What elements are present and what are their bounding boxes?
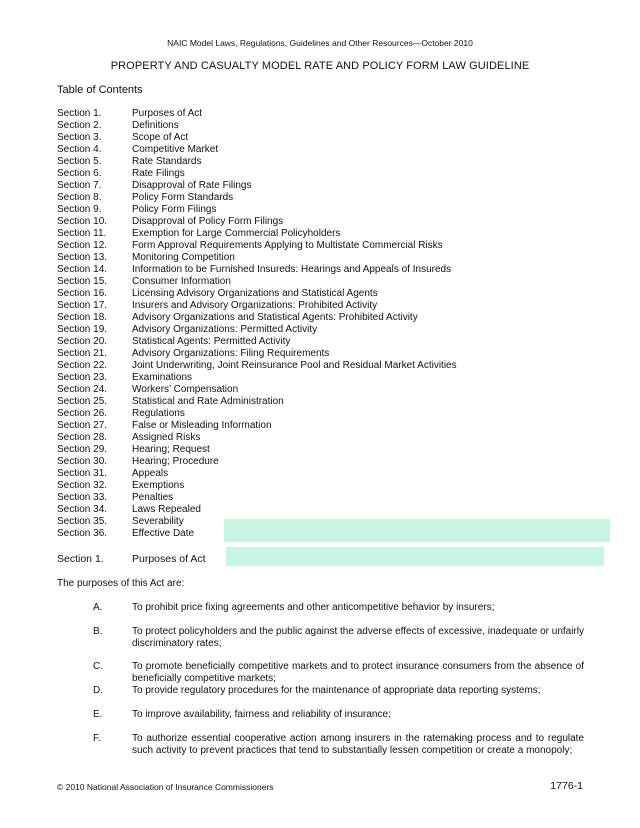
- toc-entry: [57, 348, 617, 360]
- toc-section-title: Policy Form Standards: [132, 192, 234, 203]
- purpose-text: To authorize essential cooperative action among insurers in the ratemaking process and to regulate such activity to prevent practices that tend to substantially lessen competition or create a monopoly;: [132, 733, 584, 756]
- toc-section-title: Exemption for Large Commercial Policyholders: [132, 228, 341, 239]
- toc-section-number: Section 18.: [57, 312, 108, 323]
- toc-section-title: Information to be Furnished Insureds: Hearings and Appeals of Insureds: [132, 264, 452, 275]
- toc-section-number: Section 4.: [57, 144, 102, 155]
- toc-section-number: Section 20.: [57, 336, 108, 347]
- toc-section-number: Section 14.: [57, 264, 108, 275]
- toc-section-title: Scope of Act: [132, 132, 189, 143]
- toc-entry: [57, 408, 617, 420]
- purpose-letter: F.: [93, 733, 101, 744]
- toc-section-number: Section 33.: [57, 492, 108, 503]
- toc-entry: [57, 360, 617, 372]
- purpose-item: [57, 602, 584, 614]
- toc-entry: [57, 492, 617, 504]
- toc-section-number: Section 11.: [57, 228, 107, 239]
- toc-entry: [57, 156, 617, 168]
- toc-section-title: False or Misleading Information: [132, 420, 272, 431]
- toc-section-number: Section 31.: [57, 468, 108, 479]
- toc-section-number: Section 5.: [57, 156, 102, 167]
- purpose-text: To prohibit price fixing agreements and other anticompetitive behavior by insurers;: [132, 602, 495, 613]
- purposes-intro: The purposes of this Act are:: [57, 578, 185, 589]
- purpose-letter: C.: [93, 661, 103, 672]
- toc-section-number: Section 15.: [57, 276, 108, 287]
- section-number: Section 1.: [57, 553, 104, 565]
- toc-entry: [57, 240, 617, 252]
- toc-section-title: Assigned Risks: [132, 432, 201, 443]
- toc-section-number: Section 27.: [57, 420, 108, 431]
- purpose-letter: B.: [93, 626, 103, 637]
- toc-section-number: Section 32.: [57, 480, 108, 491]
- toc-section-number: Section 36.: [57, 528, 108, 539]
- toc-section-number: Section 23.: [57, 372, 108, 383]
- toc-section-number: Section 22.: [57, 360, 108, 371]
- toc-section-title: Statistical Agents: Permitted Activity: [132, 336, 291, 347]
- footer-copyright: © 2010 National Association of Insurance Commissioners: [57, 782, 274, 792]
- toc-entry: [57, 432, 617, 444]
- toc-section-number: Section 10.: [57, 216, 108, 227]
- toc-entry: [57, 300, 617, 312]
- purpose-item: [57, 626, 584, 650]
- toc-section-number: Section 19.: [57, 324, 108, 335]
- toc-section-title: Consumer Information: [132, 276, 231, 287]
- toc-entry: [57, 168, 617, 180]
- toc-entry: [57, 252, 617, 264]
- toc-section-title: Advisory Organizations: Permitted Activity: [132, 324, 318, 335]
- toc-section-number: Section 9.: [57, 204, 102, 215]
- toc-heading: Table of Contents: [57, 84, 143, 96]
- toc-section-title: Purposes of Act: [132, 108, 203, 119]
- toc-section-number: Section 12.: [57, 240, 108, 251]
- toc-section-number: Section 30.: [57, 456, 108, 467]
- highlight-region: [224, 519, 610, 542]
- toc-section-number: Section 8.: [57, 192, 102, 203]
- toc-section-number: Section 6.: [57, 168, 102, 179]
- toc-section-title: Licensing Advisory Organizations and Statistical Agents: [132, 288, 378, 299]
- toc-entry: [57, 108, 617, 120]
- page-number: 1776-1: [550, 780, 583, 792]
- toc-section-number: Section 35.: [57, 516, 108, 527]
- toc-section-number: Section 17.: [57, 300, 108, 311]
- purpose-text: To protect policyholders and the public against the adverse effects of excessive, inadequate or unfairly discriminatory rates;: [132, 626, 584, 649]
- purpose-text: To provide regulatory procedures for the maintenance of appropriate data reporting systems;: [132, 685, 541, 696]
- toc-section-title: Advisory Organizations and Statistical Agents: Prohibited Activity: [132, 312, 418, 323]
- toc-entry: [57, 192, 617, 204]
- purpose-item: [57, 709, 584, 721]
- document-title: PROPERTY AND CASUALTY MODEL RATE AND POLICY FORM LAW GUIDELINE: [110, 60, 530, 72]
- toc-section-title: Competitive Market: [132, 144, 219, 155]
- toc-section-title: Disapproval of Policy Form Filings: [132, 216, 284, 227]
- toc-section-title: Laws Repealed: [132, 504, 201, 515]
- section-title: Purposes of Act: [132, 553, 206, 565]
- toc-section-number: Section 1.: [57, 108, 102, 119]
- toc-entry: [57, 420, 617, 432]
- toc-section-number: Section 24.: [57, 384, 108, 395]
- toc-section-title: Definitions: [132, 120, 179, 131]
- toc-section-number: Section 26.: [57, 408, 108, 419]
- toc-section-title: Hearing; Request: [132, 444, 210, 455]
- toc-entry: [57, 384, 617, 396]
- toc-section-title: Regulations: [132, 408, 185, 419]
- toc-section-number: Section 16.: [57, 288, 108, 299]
- toc-entry: [57, 216, 617, 228]
- toc-section-title: Advisory Organizations: Filing Requirements: [132, 348, 330, 359]
- toc-entry: [57, 228, 617, 240]
- purpose-letter: E.: [93, 709, 103, 720]
- purpose-letter: D.: [93, 685, 103, 696]
- toc-entry: [57, 276, 617, 288]
- toc-section-title: Monitoring Competition: [132, 252, 235, 263]
- toc-section-number: Section 13.: [57, 252, 108, 263]
- toc-entry: [57, 324, 617, 336]
- section-1-heading: [57, 553, 206, 565]
- toc-section-title: Rate Filings: [132, 168, 185, 179]
- toc-section-title: Disapproval of Rate Filings: [132, 180, 252, 191]
- purpose-text: To promote beneficially competitive markets and to protect insurance consumers from the absence of beneficially competitive markets;: [132, 661, 584, 684]
- toc-entry: [57, 336, 617, 348]
- purpose-item: [57, 685, 584, 697]
- toc-entry: [57, 504, 617, 516]
- toc-section-number: Section 3.: [57, 132, 102, 143]
- toc-section-title: Severability: [132, 516, 184, 527]
- table-of-contents: [57, 108, 617, 540]
- toc-entry: [57, 264, 617, 276]
- page-header: NAIC Model Laws, Regulations, Guidelines and Other Resources—October 2010: [167, 38, 473, 48]
- purpose-text: To improve availability, fairness and reliability of insurance;: [132, 709, 391, 720]
- toc-section-number: Section 2.: [57, 120, 102, 131]
- toc-section-title: Exemptions: [132, 480, 185, 491]
- toc-entry: [57, 180, 617, 192]
- toc-section-title: Form Approval Requirements Applying to Multistate Commercial Risks: [132, 240, 443, 251]
- toc-entry: [57, 468, 617, 480]
- toc-section-number: Section 28.: [57, 432, 108, 443]
- toc-section-number: Section 29.: [57, 444, 108, 455]
- toc-entry: [57, 396, 617, 408]
- toc-entry: [57, 480, 617, 492]
- toc-entry: [57, 204, 617, 216]
- toc-section-number: Section 25.: [57, 396, 108, 407]
- toc-entry: [57, 444, 617, 456]
- toc-section-title: Penalties: [132, 492, 174, 503]
- toc-section-number: Section 21.: [57, 348, 108, 359]
- toc-section-title: Policy Form Filings: [132, 204, 217, 215]
- purpose-letter: A.: [93, 602, 103, 613]
- toc-entry: [57, 120, 617, 132]
- toc-entry: [57, 144, 617, 156]
- toc-entry: [57, 372, 617, 384]
- toc-section-title: Rate Standards: [132, 156, 202, 167]
- toc-entry: [57, 132, 617, 144]
- toc-section-title: Effective Date: [132, 528, 195, 539]
- purpose-item: [57, 733, 584, 757]
- toc-entry: [57, 312, 617, 324]
- toc-section-number: Section 34.: [57, 504, 108, 515]
- toc-section-title: Appeals: [132, 468, 169, 479]
- highlight-region: [226, 547, 604, 566]
- toc-section-title: Statistical and Rate Administration: [132, 396, 284, 407]
- toc-section-number: Section 7.: [57, 180, 102, 191]
- purpose-item: [57, 661, 584, 685]
- toc-section-title: Insurers and Advisory Organizations: Prohibited Activity: [132, 300, 378, 311]
- toc-entry: [57, 456, 617, 468]
- toc-section-title: Hearing; Procedure: [132, 456, 219, 467]
- toc-section-title: Examinations: [132, 372, 193, 383]
- toc-entry: [57, 288, 617, 300]
- toc-section-title: Joint Underwriting, Joint Reinsurance Pool and Residual Market Activities: [132, 360, 457, 371]
- toc-section-title: Workers’ Compensation: [132, 384, 239, 395]
